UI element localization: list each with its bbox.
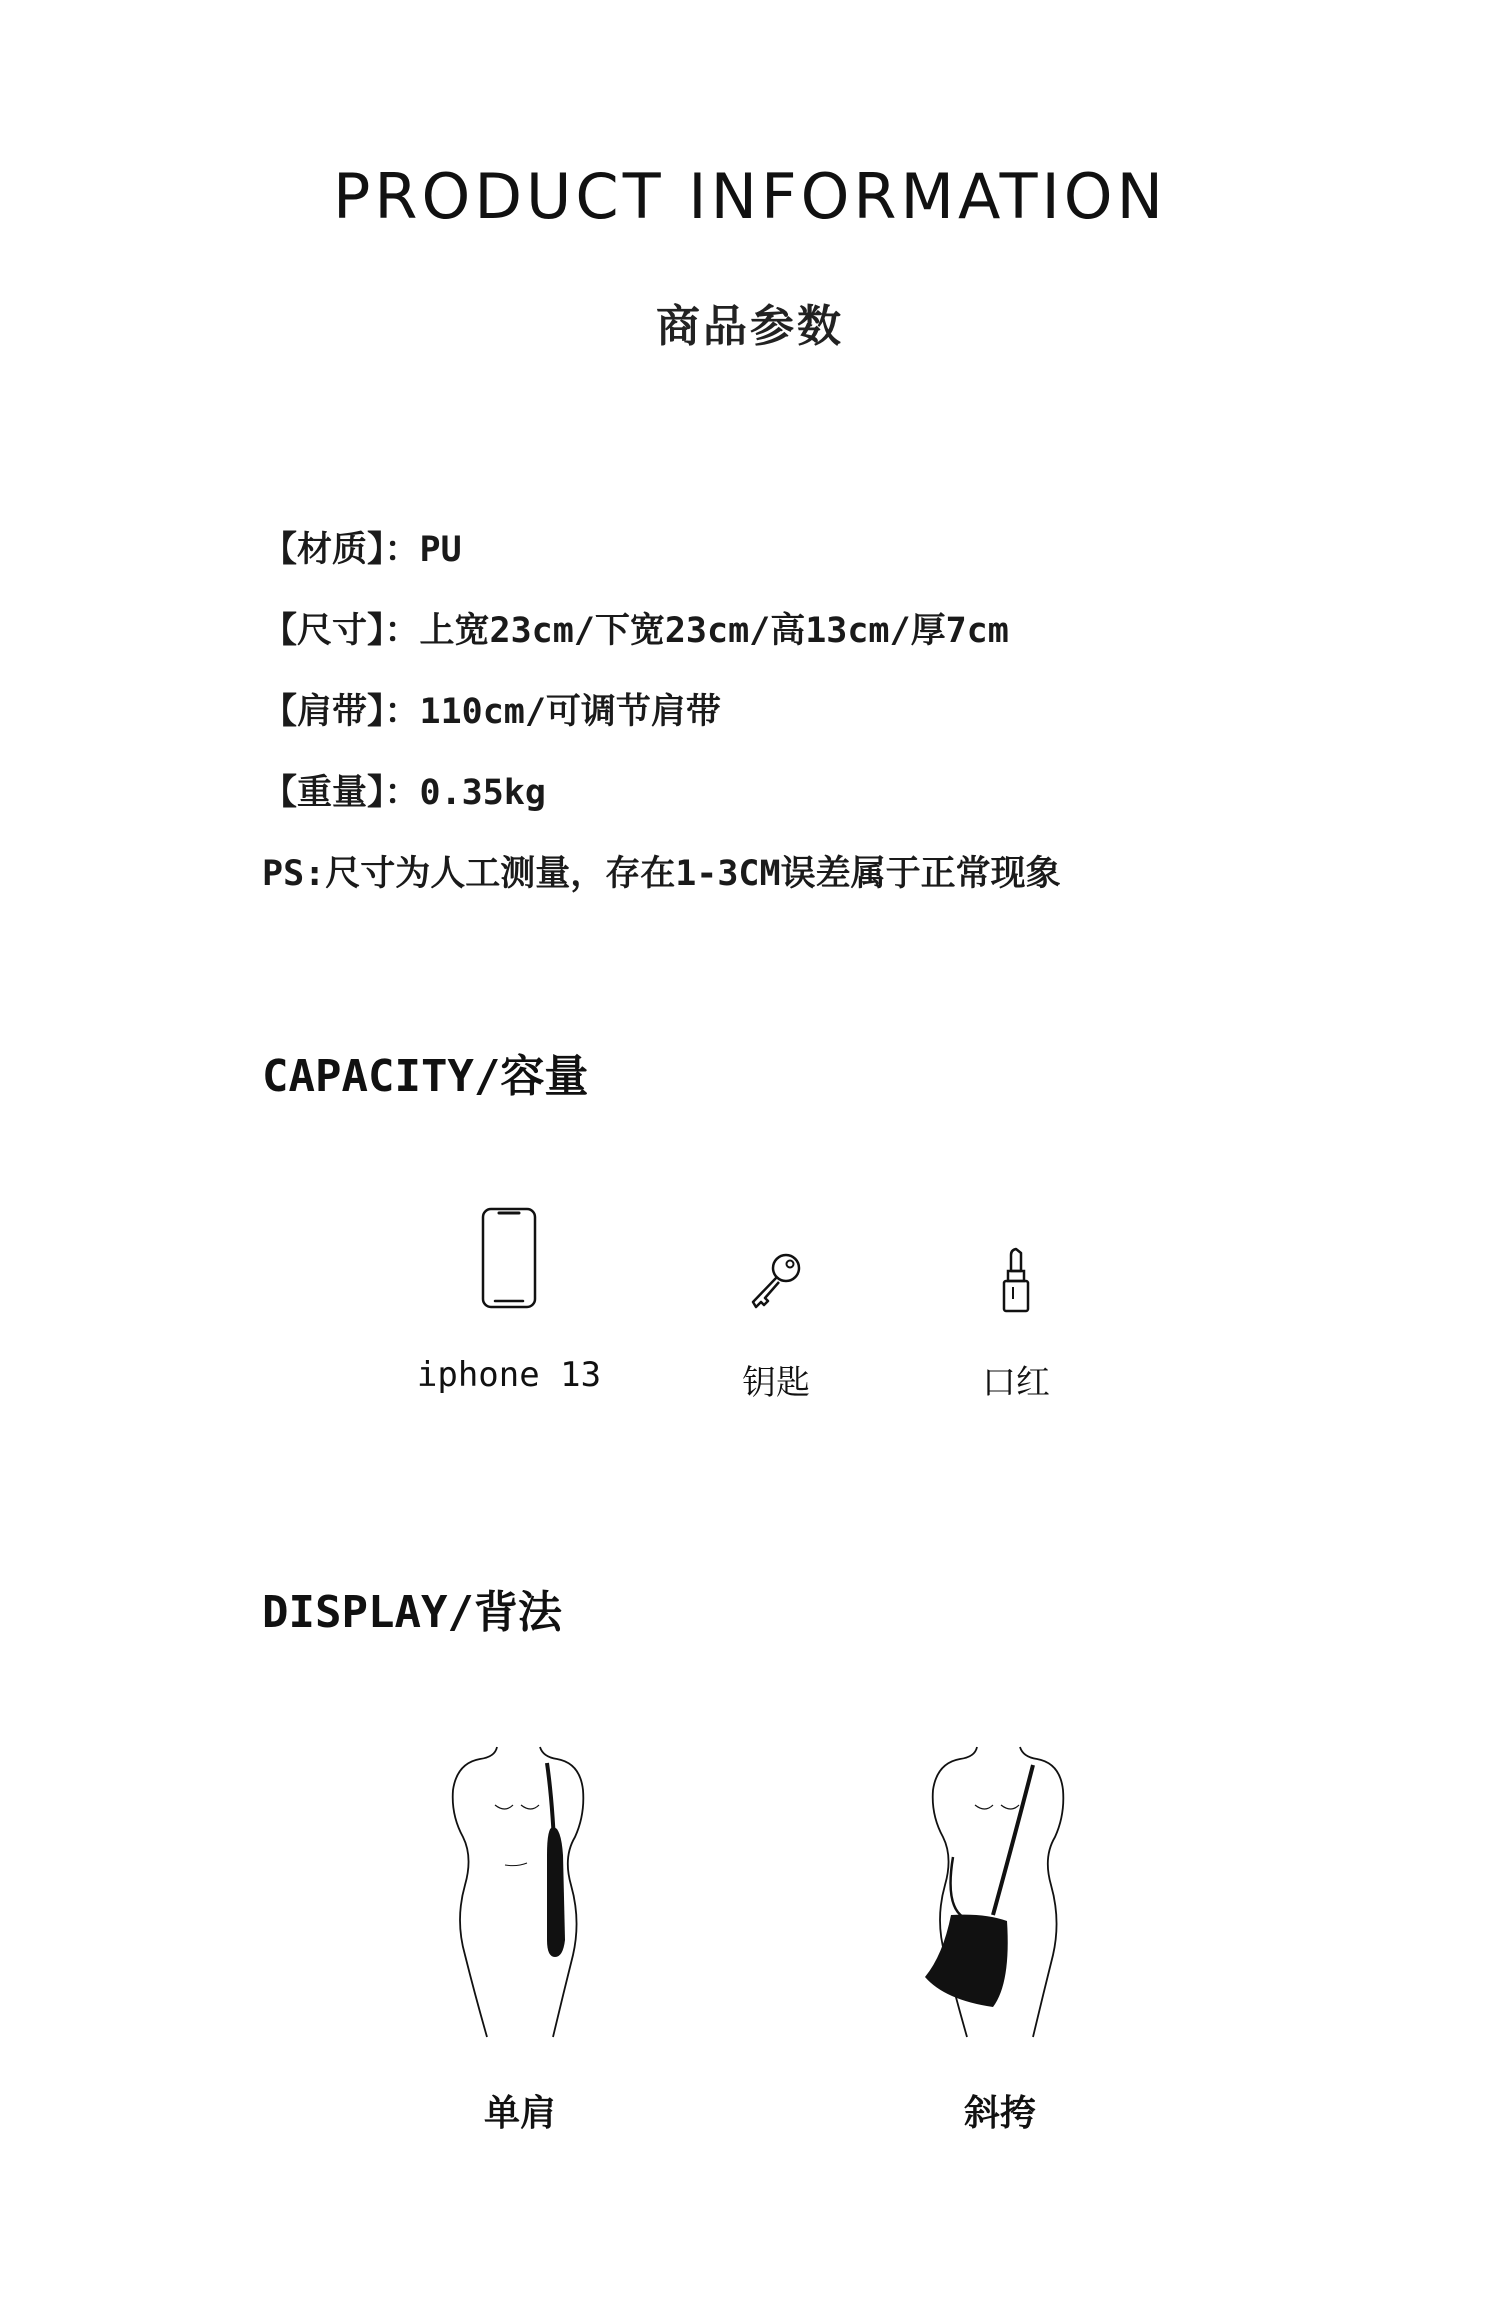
display-label-single-shoulder: 单肩 [483,2093,556,2134]
capacity-item-key [646,1205,906,1403]
page-title: PRODUCT INFORMATION [333,160,1167,233]
spec-note: PS:尺寸为人工测量，存在1-3CM误差属于正常现象 [262,854,1061,894]
capacity-label-phone: iphone 13 [416,1355,602,1395]
single-shoulder-figure-icon [435,1745,605,2045]
spec-size: 【尺寸】：上宽23cm/下宽23cm/高13cm/厚7cm [262,611,1009,651]
lipstick-icon [996,1247,1036,1313]
spec-material: 【材质】：PU [262,530,462,570]
spec-weight: 【重量】：0.35kg [262,773,546,813]
capacity-heading: CAPACITY/容量 [262,1051,589,1102]
display-item-crossbody [870,1745,1130,2134]
display-item-single-shoulder [390,1745,650,2134]
capacity-label-key: 钥匙 [742,1363,810,1403]
spec-list [262,525,1061,930]
crossbody-figure-icon [915,1745,1085,2045]
spec-strap: 【肩带】：110cm/可调节肩带 [262,692,721,732]
capacity-label-lipstick: 口红 [982,1363,1050,1403]
key-icon [746,1250,806,1312]
page-subtitle: 商品参数 [656,301,844,352]
display-heading: DISPLAY/背法 [262,1587,562,1638]
capacity-item-lipstick [886,1205,1146,1403]
capacity-item-phone [379,1205,639,1395]
display-label-crossbody: 斜挎 [963,2093,1036,2134]
phone-icon [479,1205,539,1311]
